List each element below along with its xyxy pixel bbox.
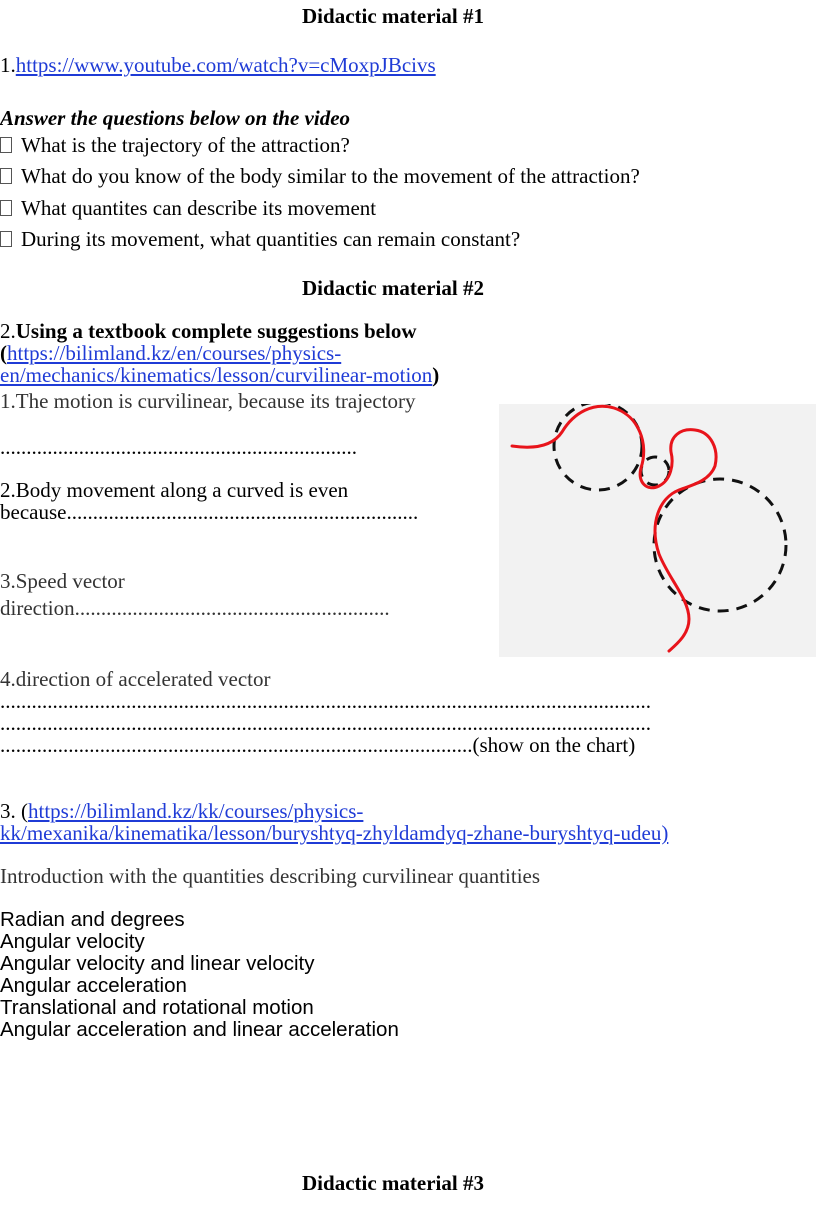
question-item: What quantites can describe its movement (0, 197, 376, 219)
video-link-line (0, 54, 436, 76)
item3-fill-line: direction............................................................ (0, 596, 390, 620)
question-item: What do you know of the body similar to the movement of the attraction? (0, 165, 640, 187)
item2-fill-line: because................................................................... (0, 500, 419, 524)
item1-fill-line: .................................................................... (0, 435, 357, 459)
textbook-link-line-1: (https://bilimland.kz/en/courses/physics- (0, 341, 342, 365)
topic-item: Angular velocity and linear velocity (0, 952, 315, 975)
question-item: During its movement, what quantities can remain constant? (0, 228, 520, 250)
bilimland-kk-link-continued[interactable]: kk/mexanika/kinematika/lesson/buryshtyq-zhyldamdyq-zhane-buryshtyq-udeu) (0, 821, 669, 845)
question-item: What is the trajectory of the attraction? (0, 134, 350, 156)
textbook-link-continued[interactable]: en/mechanics/kinematics/lesson/curvilinear-motion (0, 363, 433, 387)
topic-item: Angular acceleration and linear acceleration (0, 1018, 399, 1041)
topic-item: Angular velocity (0, 930, 145, 953)
heading-didactic-material-2: Didactic material #2 (302, 276, 484, 300)
trajectory-figure (499, 404, 816, 657)
link-number: 1. (0, 53, 16, 77)
item2-text: 2.Body movement along a curved is even (0, 478, 349, 502)
item4-fill-line-3: ..........................................................................................(show on the chart) (0, 733, 636, 757)
topic-item: Radian and degrees (0, 908, 185, 931)
item3-text: 3.Speed vector (0, 569, 125, 593)
section3-intro: Introduction with the quantities describing curvilinear quantities (0, 864, 541, 888)
item4-fill-line-2: ............................................................................................................................ (0, 711, 651, 735)
dashed-circle-large (654, 479, 786, 611)
checkbox-bullet-icon (0, 200, 12, 216)
task-title: 2.Using a textbook complete suggestions below (0, 319, 417, 343)
item4-text: 4.direction of accelerated vector (0, 667, 271, 691)
checkbox-bullet-icon (0, 231, 12, 247)
heading-didactic-material-1: Didactic material #1 (302, 4, 484, 28)
item1-text: 1.The motion is curvilinear, because its trajectory (0, 389, 416, 413)
video-instruction: Answer the questions below on the video (0, 106, 351, 130)
textbook-link-line-2: en/mechanics/kinematics/lesson/curvilinear-motion) (0, 363, 440, 387)
checkbox-bullet-icon (0, 137, 12, 153)
item4-fill-line-1: ............................................................................................................................ (0, 689, 651, 713)
section3-link-line-2 (0, 822, 668, 844)
bilimland-kk-link[interactable]: https://bilimland.kz/kk/courses/physics- (28, 799, 364, 823)
section3-link-line-1: 3. (https://bilimland.kz/kk/courses/physics- (0, 799, 364, 823)
youtube-link[interactable]: https://www.youtube.com/watch?v=cMoxpJBcivs (15, 53, 436, 77)
curvilinear-trajectory-path (512, 406, 716, 651)
checkbox-bullet-icon (0, 168, 12, 184)
textbook-link[interactable]: https://bilimland.kz/en/courses/physics- (7, 341, 342, 365)
trajectory-drawing (499, 404, 816, 657)
heading-didactic-material-3: Didactic material #3 (302, 1171, 484, 1195)
topic-item: Angular acceleration (0, 974, 187, 997)
topic-item: Translational and rotational motion (0, 996, 314, 1019)
